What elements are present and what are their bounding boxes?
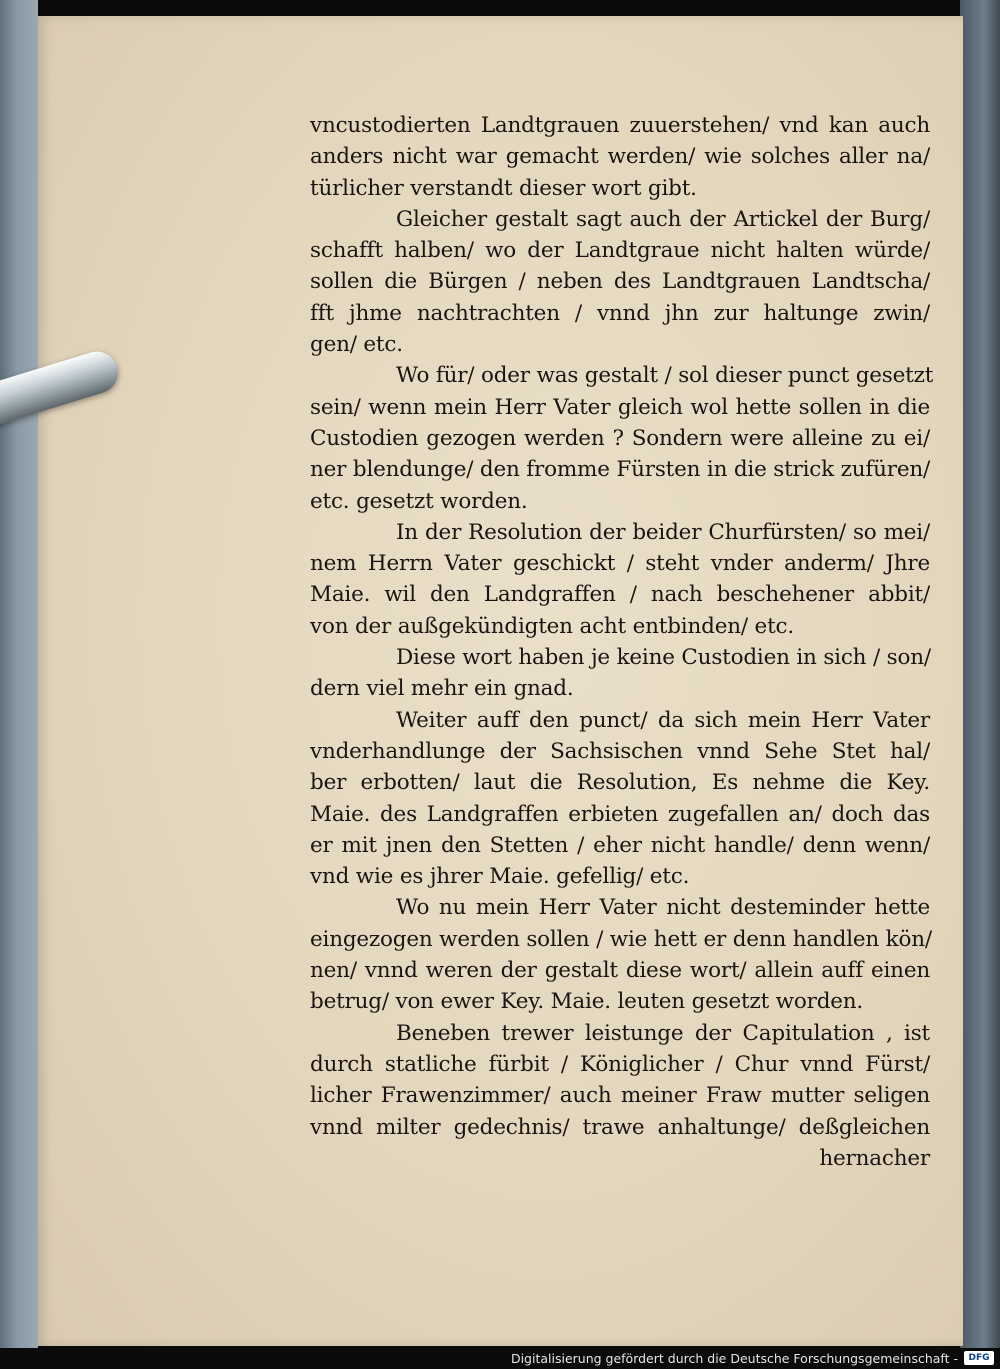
text-line: nem Herrn Vater geschickt / steht vnder anderm/ Jhre [310, 551, 930, 577]
text-line: sollen die Bürgen / neben des Landtgrauen Landtscha/ [310, 269, 930, 295]
book-edge-right [960, 0, 1000, 1348]
text-line: Wo nu mein Herr Vater nicht desteminder hette [396, 895, 930, 921]
text-line: betrug/ von ewer Key. Maie. leuten gesetzt worden. [310, 989, 864, 1015]
text-line: In der Resolution der beider Churfürsten/ so mei/ [396, 519, 930, 545]
text-line: Maie. wil den Landgraffen / nach beschehener abbit/ [310, 582, 930, 608]
text-line: Custodien gezogen werden ? Sondern were alleine zu ei/ [310, 425, 930, 451]
text-line: Maie. des Landgraffen erbieten zugefallen an/ doch das [310, 801, 930, 827]
text-line: ber erbotten/ laut die Resolution, Es nehme die Key. [310, 770, 930, 796]
text-line: etc. gesetzt worden. [310, 488, 528, 514]
catchword: hernacher [819, 1145, 930, 1171]
text-line: türlicher verstandt dieser wort gibt. [310, 175, 697, 201]
text-line: Beneben trewer leistunge der Capitulation , ist [396, 1020, 930, 1046]
text-line: sein/ wenn mein Herr Vater gleich wol hette sollen in die [310, 394, 930, 420]
text-line: vncustodierten Landtgrauen zuuerstehen/ vnd kan auch [310, 113, 930, 138]
text-line: vnderhandlunge der Sachsischen vnnd Sehe Stet hal/ [310, 738, 930, 764]
text-line: dern viel mehr ein gnad. [310, 676, 574, 702]
text-line: Gleicher gestalt sagt auch der Artickel der Burg/ [396, 206, 930, 232]
page-text [310, 110, 934, 1174]
text-line: Diese wort haben je keine Custodien in sich / son/ [396, 645, 931, 671]
text-line: durch statliche fürbit / Königlicher / Chur vnnd Fürst/ [310, 1051, 930, 1077]
text-line: nen/ vnnd weren der gestalt diese wort/ allein auff einen [310, 958, 930, 984]
text-line: gen/ etc. [310, 332, 403, 358]
dfg-logo: DFG [964, 1351, 994, 1365]
text-line: schafft halben/ wo der Landtgraue nicht halten würde/ [310, 238, 930, 264]
text-line: fft jhme nachtrachten / vnnd jhn zur haltunge zwin/ [310, 300, 930, 326]
text-line: anders nicht war gemacht werden/ wie solches aller na/ [310, 144, 930, 170]
text-line: Weiter auff den punct/ da sich mein Herr Vater [396, 707, 930, 733]
text-line: licher Frawenzimmer/ auch meiner Fraw mutter seligen [310, 1083, 930, 1109]
footer-bar [0, 1348, 1000, 1369]
text-line: vnnd milter gedechnis/ trawe anhaltunge/ deßgleichen [310, 1114, 930, 1140]
text-line: er mit jnen den Stetten / eher nicht handle/ denn wenn/ [310, 832, 930, 858]
text-line: ner blendunge/ den fromme Fürsten in die strick zufüren/ [310, 457, 931, 483]
text-line: von der außgekündigten acht entbinden/ etc. [310, 613, 794, 639]
text-line: vnd wie es jhrer Maie. gefellig/ etc. [310, 864, 690, 890]
text-line: eingezogen werden sollen / wie hett er denn handlen kön/ [310, 926, 932, 952]
text-line: Wo für/ oder was gestalt / sol dieser punct gesetzt [396, 363, 934, 389]
funding-credit: Digitalisierung gefördert durch die Deutsche Forschungsgemeinschaft - [510, 1351, 958, 1366]
book-edge-left [0, 0, 38, 1348]
